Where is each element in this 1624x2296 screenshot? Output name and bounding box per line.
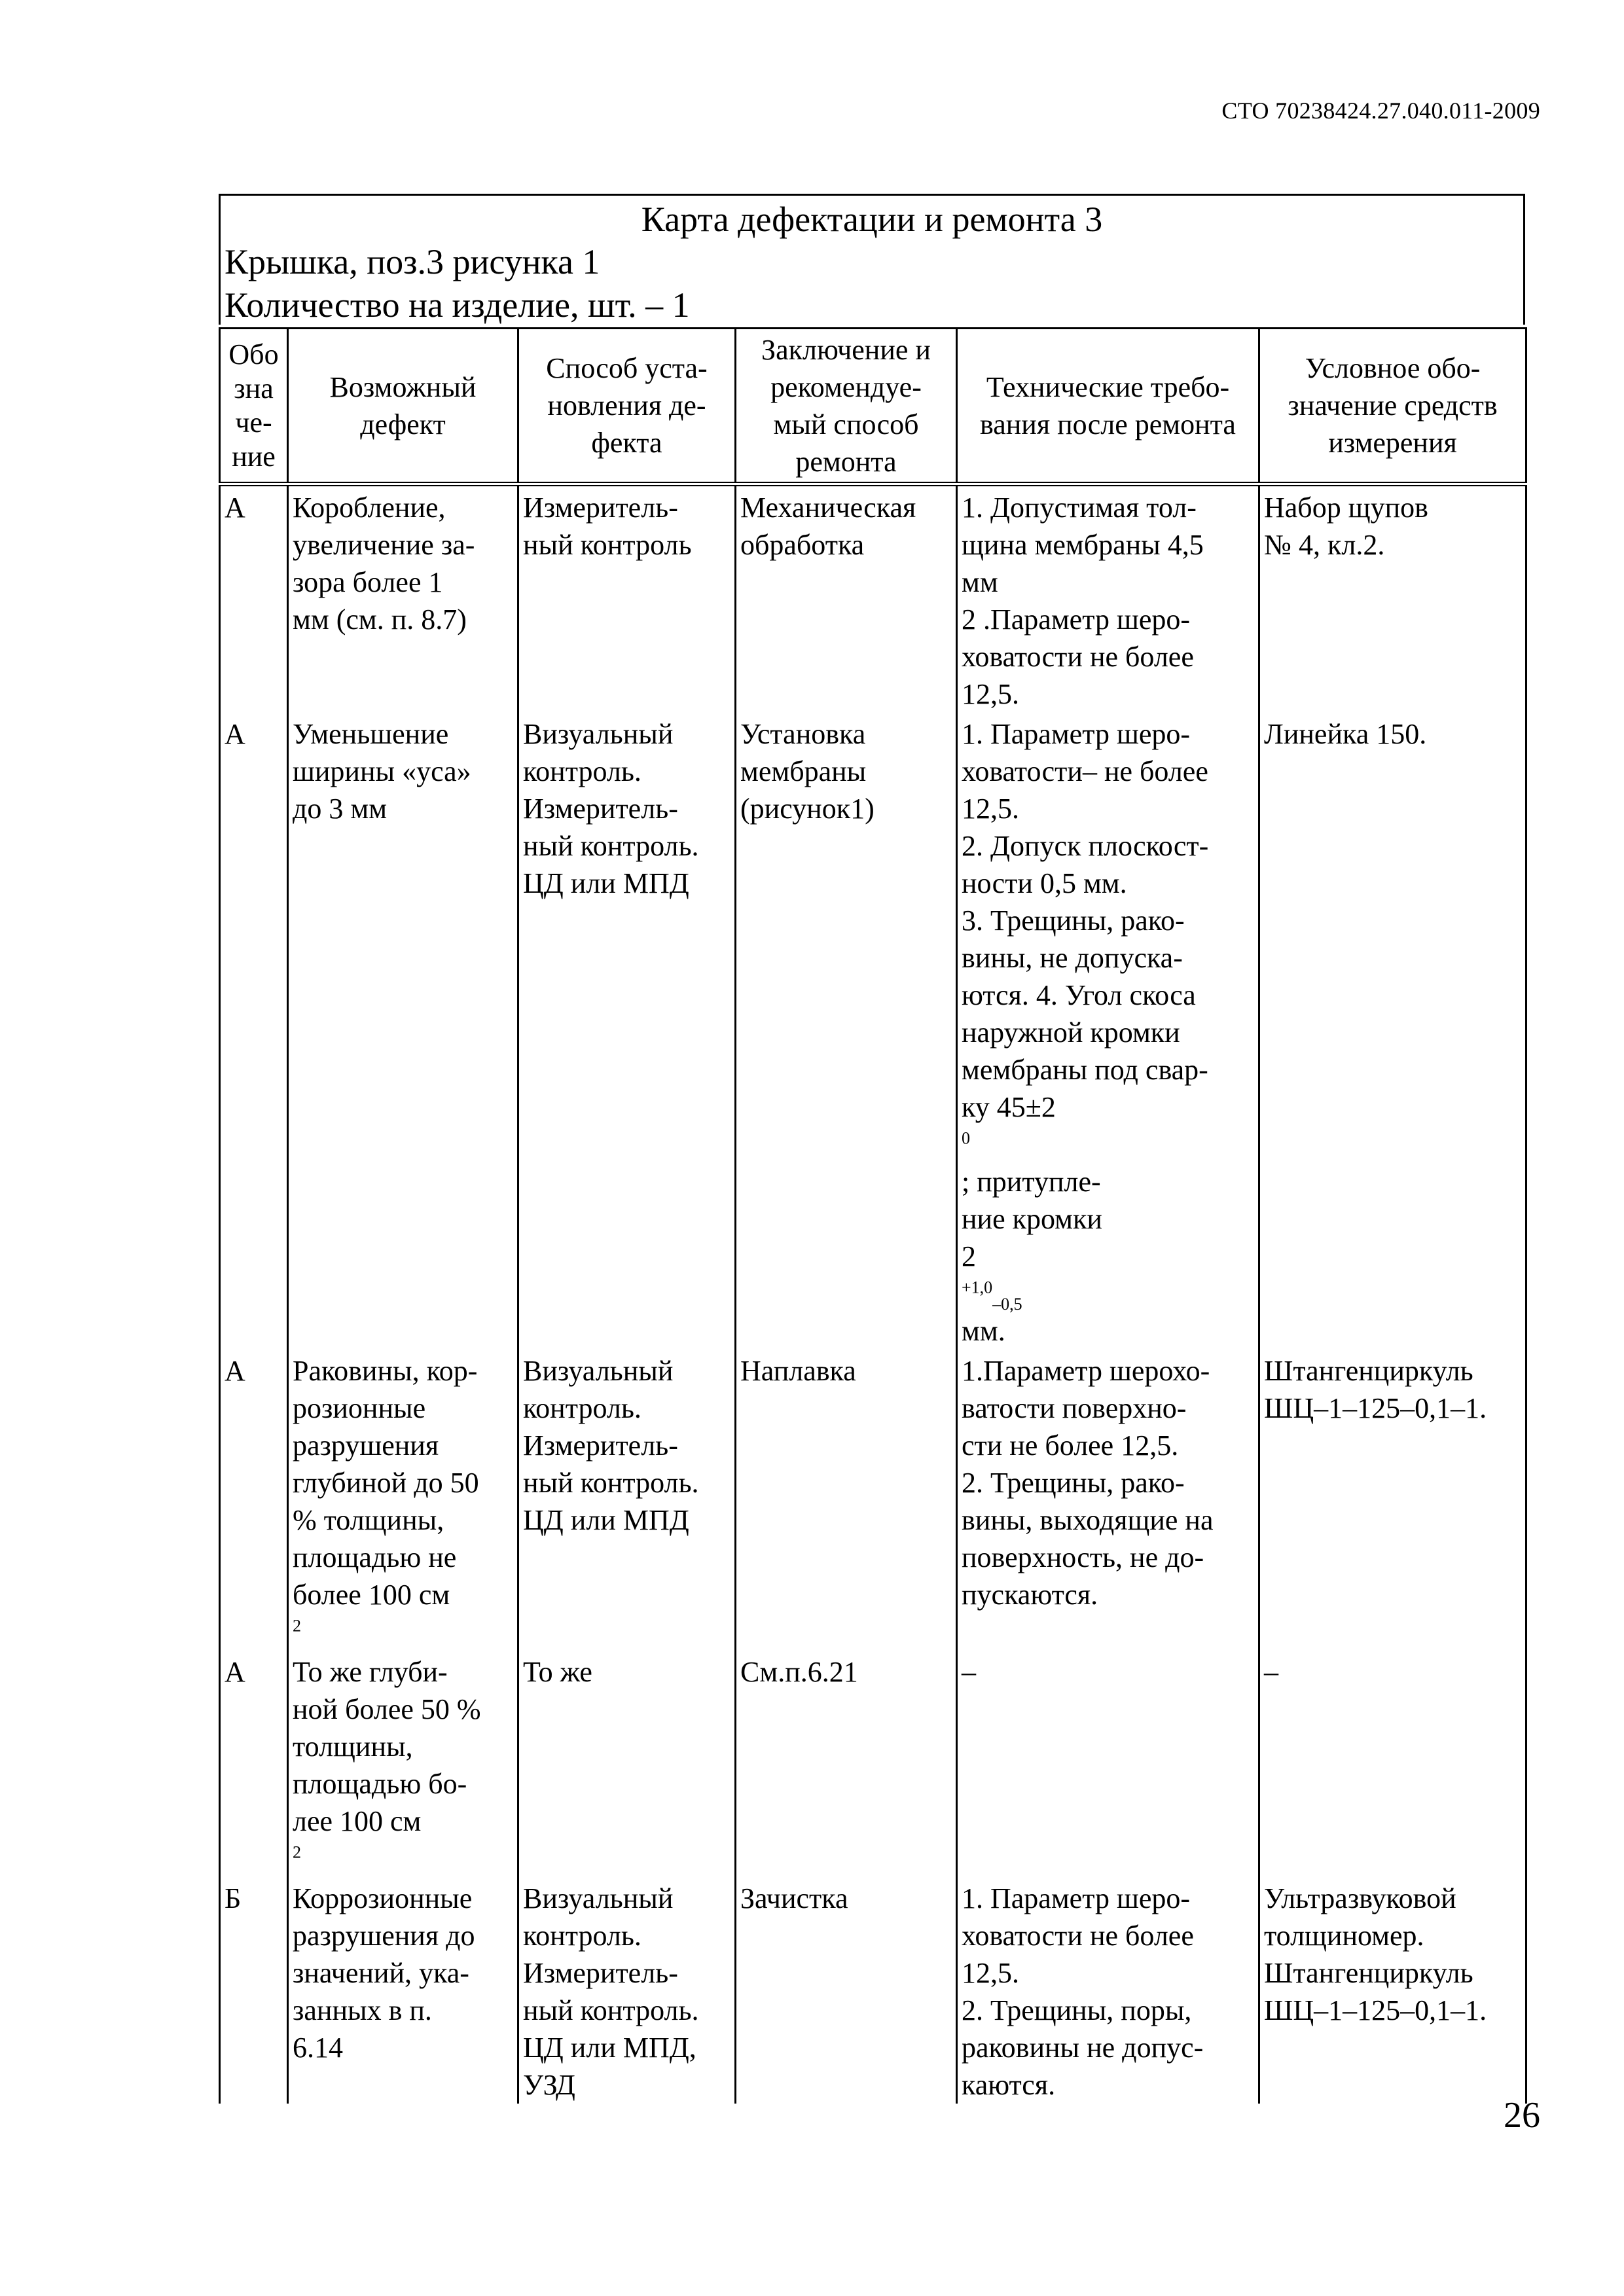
cell-repair	[736, 484, 957, 713]
cell-line: Штангенциркуль	[1264, 1957, 1473, 1989]
cell-line: ЦД или МПД	[523, 1504, 689, 1536]
header-designation	[220, 329, 288, 484]
cell-line: каются.	[962, 2069, 1056, 2101]
header-text: че-	[235, 406, 272, 439]
angle-text: ку 45±2	[962, 1091, 1056, 1123]
cell-line: % толщины,	[293, 1504, 444, 1536]
cell-line: 12,5.	[962, 1957, 1019, 1989]
cell-line: 12,5.	[962, 678, 1019, 710]
cell-method	[518, 713, 736, 1350]
cell-line: вины, не допуска-	[962, 942, 1183, 974]
cell-line: разрушения до	[293, 1920, 475, 1952]
header-text: зна	[234, 372, 274, 404]
header-text: Технические требо-	[986, 370, 1230, 403]
document-code: СТО 70238424.27.040.011-2009	[1221, 98, 1540, 124]
cell-line: до 3 мм	[293, 793, 388, 825]
cell-instruments	[1259, 1350, 1526, 1651]
angle-suffix: ; притупле-	[962, 1166, 1101, 1198]
cell-line: То же	[523, 1656, 592, 1688]
cell-line: Установка	[740, 718, 866, 750]
header-requirements	[957, 329, 1259, 484]
cell-repair	[736, 1651, 957, 1877]
cell-line: сти не более 12,5.	[962, 1429, 1179, 1462]
table-row	[220, 1651, 1526, 1877]
cell-line: ховатости– не более	[962, 755, 1208, 787]
cell-line: 2 .Параметр шеро-	[962, 603, 1191, 636]
card-part: Крышка, поз.3 рисунка 1	[225, 242, 600, 281]
cell-requirements	[957, 713, 1259, 1350]
tolerance-base: 2	[962, 1240, 976, 1272]
cell-repair	[736, 1877, 957, 2104]
cell-line: Измеритель-	[523, 492, 678, 524]
cell-line: ШЦ–1–125–0,1–1.	[1264, 1994, 1487, 2026]
area-text: лее 100 см	[293, 1805, 422, 1837]
table-row	[220, 1350, 1526, 1651]
header-text: вания после ремонта	[980, 408, 1236, 440]
header-text: измерения	[1328, 427, 1457, 459]
cell-line	[293, 1803, 513, 1877]
cell-line: контроль.	[523, 1920, 641, 1952]
header-text: Заключение и	[761, 333, 931, 366]
table-row	[220, 713, 1526, 1350]
header-text: дефект	[360, 408, 446, 440]
cell-line: УЗД	[523, 2069, 575, 2101]
header-text: Обо	[228, 338, 279, 370]
cell-line: наружной кромки	[962, 1016, 1180, 1049]
cell-line: ный контроль.	[523, 1467, 699, 1499]
cell-line: Измеритель-	[523, 1429, 678, 1462]
cell-line: раковины не допус-	[962, 2032, 1204, 2064]
header-instruments	[1259, 329, 1526, 484]
cell-defect	[288, 1651, 518, 1877]
cell-designation: А	[220, 1651, 288, 1877]
tolerance-unit: мм.	[962, 1315, 1005, 1347]
cell-line: 1. Допустимая тол-	[962, 492, 1197, 524]
cell-line	[962, 1088, 1254, 1200]
header-repair	[736, 329, 957, 484]
cell-line: Линейка 150.	[1264, 718, 1427, 750]
cell-line: Механическая	[740, 492, 916, 524]
cell-repair	[736, 1350, 957, 1651]
cell-line: 3. Трещины, рако-	[962, 905, 1185, 937]
cell-line: –	[962, 1656, 976, 1688]
cell-designation: А	[220, 1350, 288, 1651]
cell-line: ЦД или МПД	[523, 867, 689, 899]
cell-line: Ультразвуковой	[1264, 1882, 1456, 1914]
header-text: Возможный	[329, 370, 477, 403]
header-method	[518, 329, 736, 484]
cell-method	[518, 1350, 736, 1651]
cell-line: площадью не	[293, 1541, 457, 1573]
cell-line: 1.Параметр шерохо-	[962, 1355, 1210, 1387]
area-exponent: 2	[293, 1842, 301, 1862]
cell-line: Измеритель-	[523, 793, 678, 825]
cell-line: вины, выходящие на	[962, 1504, 1214, 1536]
cell-line: мм	[962, 566, 998, 598]
cell-line: щина мембраны 4,5	[962, 529, 1204, 561]
table-row	[220, 484, 1526, 713]
cell-line: Наплавка	[740, 1355, 856, 1387]
cell-line: Раковины, кор-	[293, 1355, 478, 1387]
cell-defect	[288, 484, 518, 713]
cell-line: ются. 4. Угол скоса	[962, 979, 1196, 1011]
cell-line: 12,5.	[962, 793, 1019, 825]
cell-line: толщиномер.	[1264, 1920, 1424, 1952]
cell-line: Коррозионные	[293, 1882, 473, 1914]
cell-line: ный контроль.	[523, 1994, 699, 2026]
header-text: ремонта	[795, 445, 897, 478]
cell-defect	[288, 713, 518, 1350]
cell-line: ШЦ–1–125–0,1–1.	[1264, 1392, 1487, 1424]
table-header	[220, 329, 1526, 484]
cell-line: площадью бо-	[293, 1768, 467, 1800]
cell-line: значений, ука-	[293, 1957, 469, 1989]
cell-line: ние кромки	[962, 1203, 1102, 1235]
cell-line: поверхность, не до-	[962, 1541, 1204, 1573]
cell-line: ный контроль	[523, 529, 692, 561]
header-text: значение средств	[1288, 389, 1498, 422]
cell-line: 1. Параметр шеро-	[962, 718, 1191, 750]
cell-requirements	[957, 1877, 1259, 2104]
cell-line: контроль.	[523, 755, 641, 787]
cell-line: обработка	[740, 529, 865, 561]
cell-designation: А	[220, 484, 288, 713]
cell-line: То же глуби-	[293, 1656, 448, 1688]
cell-line: занных в п.	[293, 1994, 432, 2026]
cell-designation: А	[220, 713, 288, 1350]
area-text: более 100 см	[293, 1579, 450, 1611]
cell-line: 1. Параметр шеро-	[962, 1882, 1191, 1914]
cell-line: увеличение за-	[293, 529, 475, 561]
cell-line: Коробление,	[293, 492, 446, 524]
angle-degree: 0	[962, 1128, 970, 1148]
cell-line: мм (см. п. 8.7)	[293, 603, 467, 636]
cell-line: См.п.6.21	[740, 1656, 858, 1688]
cell-line: ватости поверхно-	[962, 1392, 1187, 1424]
cell-defect	[288, 1877, 518, 2104]
cell-line: ной более 50 %	[293, 1693, 481, 1725]
cell-line: 2. Допуск плоскост-	[962, 830, 1209, 862]
cell-line: 2. Трещины, рако-	[962, 1467, 1185, 1499]
cell-instruments	[1259, 1877, 1526, 2104]
cell-line	[962, 1238, 1254, 1350]
cell-designation: Б	[220, 1877, 288, 2104]
header-text: новления де-	[547, 389, 706, 422]
header-text: мый способ	[773, 408, 919, 440]
cell-line: толщины,	[293, 1731, 413, 1763]
cell-method	[518, 1651, 736, 1877]
cell-line: пускаются.	[962, 1579, 1098, 1611]
cell-line: 2. Трещины, поры,	[962, 1994, 1192, 2026]
area-exponent: 2	[293, 1616, 301, 1636]
cell-method	[518, 484, 736, 713]
cell-requirements	[957, 1350, 1259, 1651]
cell-instruments	[1259, 713, 1526, 1350]
cell-line	[293, 1576, 513, 1651]
cell-line: –	[1264, 1656, 1278, 1688]
cell-line: Визуальный	[523, 718, 674, 750]
cell-line: Визуальный	[523, 1882, 674, 1914]
header-text: ние	[232, 440, 276, 473]
cell-line: Визуальный	[523, 1355, 674, 1387]
cell-line: зора более 1	[293, 566, 443, 598]
defect-table	[219, 327, 1527, 2104]
cell-defect	[288, 1350, 518, 1651]
cell-line: мембраны под свар-	[962, 1054, 1208, 1086]
page-number: 26	[1504, 2095, 1540, 2136]
card-header	[219, 194, 1525, 325]
cell-line: контроль.	[523, 1392, 641, 1424]
header-text: рекомендуе-	[770, 370, 922, 403]
cell-line: разрушения	[293, 1429, 439, 1462]
cell-line: № 4, кл.2.	[1264, 529, 1385, 561]
cell-line: ширины «уса»	[293, 755, 471, 787]
cell-line: Зачистка	[740, 1882, 848, 1914]
cell-instruments	[1259, 1651, 1526, 1877]
header-defect	[288, 329, 518, 484]
tolerance-upper: +1,0	[962, 1278, 993, 1297]
table-row	[220, 1877, 1526, 2104]
cell-line: ховатости не более	[962, 641, 1194, 673]
cell-instruments	[1259, 484, 1526, 713]
cell-requirements	[957, 1651, 1259, 1877]
cell-line: 6.14	[293, 2032, 343, 2064]
card-title: Карта дефектации и ремонта 3	[641, 200, 1103, 239]
cell-repair	[736, 713, 957, 1350]
cell-line: мембраны	[740, 755, 867, 787]
card-quantity: Количество на изделие, шт. – 1	[225, 285, 690, 325]
cell-line: ный контроль.	[523, 830, 699, 862]
cell-line: Набор щупов	[1264, 492, 1428, 524]
cell-line: Измеритель-	[523, 1957, 678, 1989]
header-text: Способ уста-	[546, 352, 708, 384]
cell-line: Штангенциркуль	[1264, 1355, 1473, 1387]
cell-requirements	[957, 484, 1259, 713]
cell-line: ности 0,5 мм.	[962, 867, 1127, 899]
tolerance-lower: –0,5	[992, 1294, 1022, 1314]
cell-line: ЦД или МПД,	[523, 2032, 696, 2064]
cell-line: ховатости не более	[962, 1920, 1194, 1952]
cell-line: Уменьшение	[293, 718, 449, 750]
cell-line: (рисунок1)	[740, 793, 875, 825]
cell-method	[518, 1877, 736, 2104]
cell-line: глубиной до 50	[293, 1467, 479, 1499]
header-text: фекта	[591, 427, 662, 459]
header-text: Условное обо-	[1305, 352, 1481, 384]
cell-line: розионные	[293, 1392, 426, 1424]
